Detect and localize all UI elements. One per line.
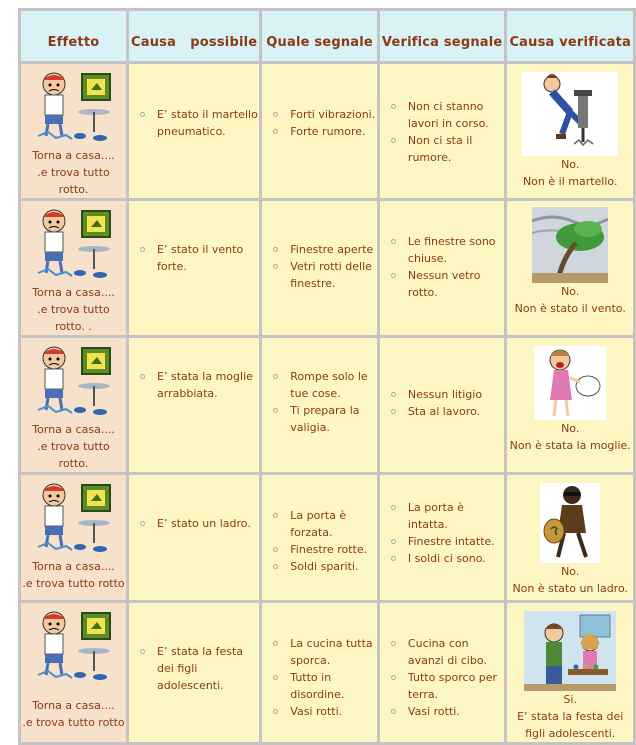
verificata-line: No. bbox=[561, 158, 580, 171]
list-item: Tutto in disordine. bbox=[272, 669, 377, 703]
upset-man-illustration bbox=[34, 481, 114, 555]
verifica-cell bbox=[380, 603, 505, 742]
list-item: Sta al lavoro. bbox=[390, 403, 505, 420]
effetto-line: Torna a casa.... bbox=[32, 149, 115, 162]
table-row bbox=[21, 603, 633, 742]
verificata-line: No. bbox=[561, 285, 580, 298]
list-item: Vasi rotti. bbox=[390, 703, 505, 720]
verificata-cell bbox=[507, 603, 633, 742]
segnale-cell bbox=[262, 338, 377, 472]
effetto-line: Torna a casa.... bbox=[32, 699, 115, 712]
list-item: Nessun litigio bbox=[390, 386, 505, 403]
list-item: E’ stata la moglie arrabbiata. bbox=[139, 368, 259, 402]
verifica-cell bbox=[380, 201, 505, 335]
list-item: E’ stato un ladro. bbox=[139, 515, 259, 532]
causa-cell bbox=[129, 603, 259, 742]
effetto-line: Torna a casa.... bbox=[32, 423, 115, 436]
effetto-line: .e trova tutto rotto. . bbox=[37, 303, 110, 333]
table-row bbox=[21, 64, 633, 198]
verificata-cell bbox=[507, 64, 633, 198]
segnale-cell bbox=[262, 603, 377, 742]
header-causa-verificata: Causa verificata bbox=[507, 11, 633, 61]
effetto-line: Torna a casa.... bbox=[32, 286, 115, 299]
verificata-line: E’ stata la festa dei figli adolescenti. bbox=[517, 710, 624, 740]
list-item: Forte rumore. bbox=[272, 123, 377, 140]
list-item: Non ci sta il rumore. bbox=[390, 132, 505, 166]
effetto-line: .e trova tutto rotto bbox=[22, 577, 125, 590]
header-causa-possibile: Causa possibile bbox=[129, 11, 259, 61]
header-quale-segnale: Quale segnale bbox=[262, 11, 377, 61]
effetto-cell bbox=[21, 64, 126, 198]
list-item: Vasi rotti. bbox=[272, 703, 377, 720]
effetto-cell bbox=[21, 338, 126, 472]
list-item: Soldi spariti. bbox=[272, 558, 377, 575]
effetto-line: .e trova tutto rotto. bbox=[37, 166, 110, 196]
verificata-line: Non è il martello. bbox=[522, 175, 618, 188]
list-item: Cucina con avanzi di cibo. bbox=[390, 635, 505, 669]
verificata-cell bbox=[507, 475, 633, 600]
verificata-cell bbox=[507, 201, 633, 335]
effetto-line: .e trova tutto rotto bbox=[22, 716, 125, 729]
list-item: Rompe solo le tue cose. bbox=[272, 368, 377, 402]
list-item: Nessun vetro rotto. bbox=[390, 267, 505, 301]
header-verifica-segnale: Verifica segnale bbox=[380, 11, 505, 61]
upset-man-illustration bbox=[34, 344, 114, 418]
list-item: Finestre intatte. bbox=[390, 533, 505, 550]
segnale-cell bbox=[262, 475, 377, 600]
list-item: La cucina tutta sporca. bbox=[272, 635, 377, 669]
upset-man-illustration bbox=[34, 70, 114, 144]
verificata-line: No. bbox=[561, 422, 580, 435]
list-item: Finestre aperte bbox=[272, 241, 377, 258]
upset-man-illustration bbox=[34, 207, 114, 281]
burglar-money-bag-illustration bbox=[540, 483, 600, 563]
segnale-cell bbox=[262, 64, 377, 198]
list-item: Finestre rotte. bbox=[272, 541, 377, 558]
causa-cell bbox=[129, 201, 259, 335]
list-item: E’ stato il vento forte. bbox=[139, 241, 259, 275]
verificata-line: Si. bbox=[563, 693, 577, 706]
verificata-line: Non è stato un ladro. bbox=[512, 582, 628, 595]
effetto-cell bbox=[21, 475, 126, 600]
list-item: La porta è forzata. bbox=[272, 507, 377, 541]
verificata-line: Non è stato il vento. bbox=[514, 302, 626, 315]
list-item: Ti prepara la valigia. bbox=[272, 402, 377, 436]
list-item: Le finestre sono chiuse. bbox=[390, 233, 505, 267]
verifica-cell bbox=[380, 64, 505, 198]
verificata-line: No. bbox=[561, 565, 580, 578]
table-row bbox=[21, 338, 633, 472]
teens-party-mess-illustration bbox=[524, 611, 616, 691]
wind-bent-tree-illustration bbox=[532, 207, 608, 283]
header-row bbox=[21, 11, 633, 61]
verificata-line: Non è stata la moglie. bbox=[509, 439, 631, 452]
header-effetto: Effetto bbox=[21, 11, 126, 61]
table-row bbox=[21, 475, 633, 600]
cause-effect-table bbox=[18, 8, 636, 745]
segnale-cell bbox=[262, 201, 377, 335]
effetto-cell bbox=[21, 201, 126, 335]
effetto-cell bbox=[21, 603, 126, 742]
angry-wife-illustration bbox=[534, 346, 606, 420]
upset-man-illustration bbox=[34, 609, 114, 683]
effetto-line: .e trova tutto rotto. bbox=[37, 440, 110, 470]
verifica-cell bbox=[380, 475, 505, 600]
verifica-cell bbox=[380, 338, 505, 472]
list-item: I soldi ci sono. bbox=[390, 550, 505, 567]
list-item: La porta è intatta. bbox=[390, 499, 505, 533]
jackhammer-worker-illustration bbox=[522, 72, 618, 156]
table-row bbox=[21, 201, 633, 335]
list-item: E’ stato il martello pneumatico. bbox=[139, 106, 259, 140]
list-item: Non ci stanno lavori in corso. bbox=[390, 98, 505, 132]
verificata-cell bbox=[507, 338, 633, 472]
list-item: Vetri rotti delle finestre. bbox=[272, 258, 377, 292]
list-item: Forti vibrazioni. bbox=[272, 106, 377, 123]
list-item: E’ stata la festa dei figli adolescenti. bbox=[139, 643, 259, 694]
effetto-line: Torna a casa.... bbox=[32, 560, 115, 573]
causa-cell bbox=[129, 338, 259, 472]
causa-cell bbox=[129, 475, 259, 600]
causa-cell bbox=[129, 64, 259, 198]
list-item: Tutto sporco per terra. bbox=[390, 669, 505, 703]
